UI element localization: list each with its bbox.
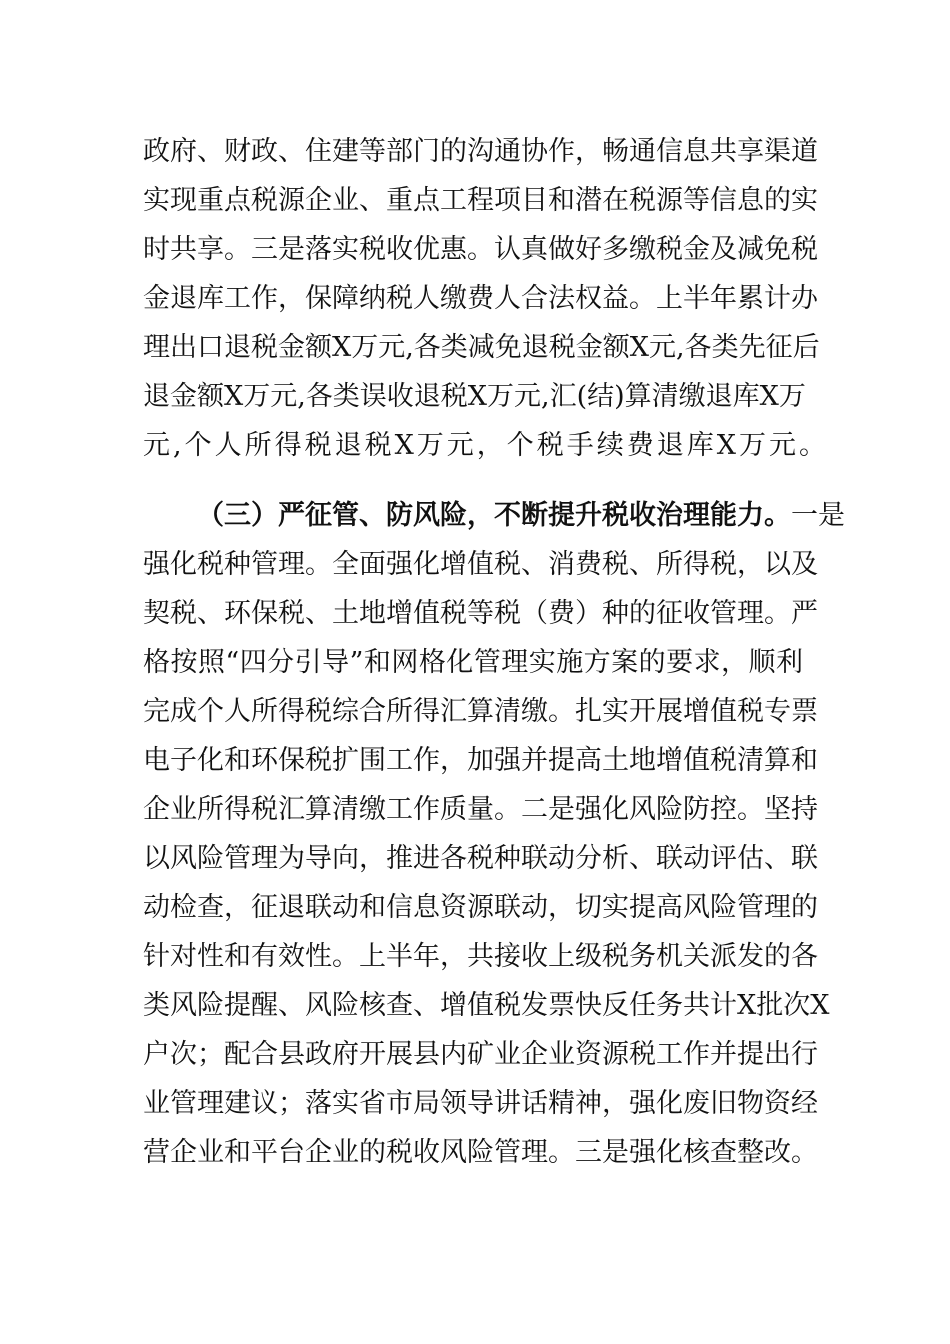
paragraph-line: 完成个人所得税综合所得汇算清缴。扎实开展增值税专票 [143,696,818,727]
paragraph-line: 营企业和平台企业的税收风险管理。三是强化核查整改。 [143,1137,818,1168]
paragraph-line: 电子化和环保税扩围工作，加强并提高土地增值税清算和 [143,745,818,776]
paragraph-line: 动检查，征退联动和信息资源联动，切实提高风险管理的 [143,892,818,923]
paragraph-line: 针对性和有效性。上半年，共接收上级税务机关派发的各 [143,941,818,972]
paragraph-line: 元,个人所得税退税X万元，个税手续费退库X万元。 [143,430,830,461]
paragraph-line: 户次；配合县政府开展县内矿业企业资源税工作并提出行 [143,1039,818,1070]
paragraph-line: 时共享。三是落实税收优惠。认真做好多缴税金及减免税 [143,234,818,265]
paragraph-line: 企业所得税汇算清缴工作质量。二是强化风险防控。坚持 [143,794,818,825]
paragraph-line: 契税、环保税、土地增值税等税（费）种的征收管理。严 [143,598,818,629]
section-heading: （三）严征管、防风险，不断提升税收治理能力。 [197,500,791,531]
paragraph-line: 强化税种管理。全面强化增值税、消费税、所得税，以及 [143,549,818,580]
paragraph-line: 格按照“四分引导”和网格化管理实施方案的要求，顺利 [143,647,803,678]
section-heading-line [197,496,845,536]
paragraph-line: 以风险管理为导向，推进各税种联动分析、联动评估、联 [143,843,818,874]
paragraph-line: 理出口退税金额X万元,各类减免退税金额X元,各类先征后 [143,332,820,363]
paragraph-line: 政府、财政、住建等部门的沟通协作，畅通信息共享渠道 [143,136,818,167]
paragraph-line: 退金额X万元,各类误收退税X万元,汇(结)算清缴退库X万 [143,381,806,412]
paragraph-line: 金退库工作，保障纳税人缴费人合法权益。上半年累计办 [143,283,818,314]
paragraph-line: 业管理建议；落实省市局领导讲话精神，强化废旧物资经 [143,1088,818,1119]
heading-line-rest: 一是 [791,500,845,531]
paragraph-line: 类风险提醒、风险核查、增值税发票快反任务共计X批次X [143,990,830,1021]
paragraph-line: 实现重点税源企业、重点工程项目和潜在税源等信息的实 [143,185,818,216]
